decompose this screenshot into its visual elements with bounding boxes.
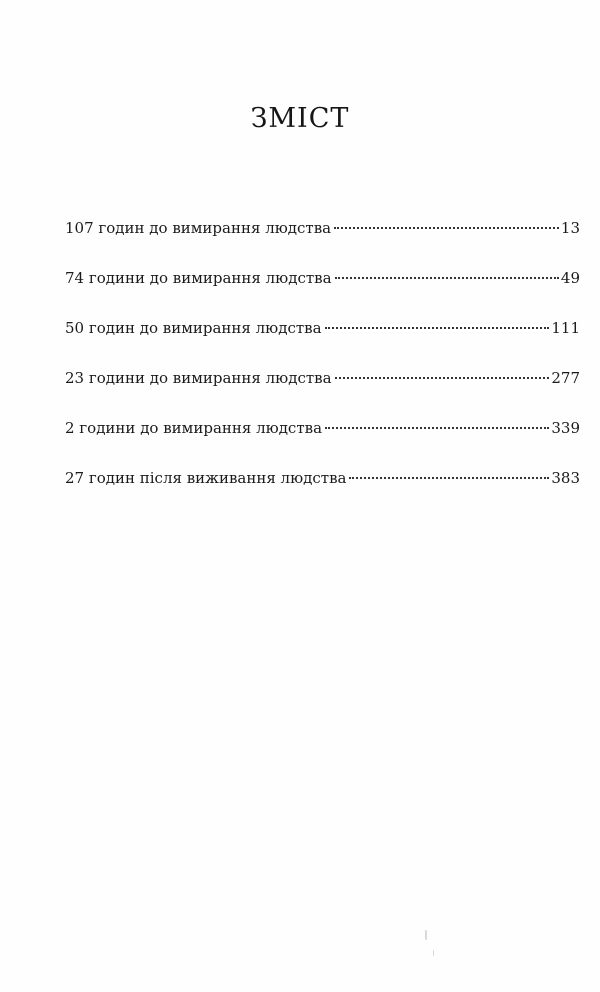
toc-entry-title: 107 годин до вимирання людства [65,219,332,237]
toc-entry[interactable] [65,218,580,268]
dot-leader [335,277,559,279]
dot-leader [334,227,559,229]
paper-speck [425,930,427,940]
dot-leader [325,327,550,329]
toc-entry[interactable] [65,468,580,518]
dot-leader [349,477,549,479]
toc-page-number: 277 [551,369,580,387]
dot-leader [335,377,550,379]
contents-heading: ЗМІСТ [250,103,350,134]
toc-entry[interactable] [65,418,580,468]
toc-entry[interactable] [65,268,580,318]
toc-page-number: 13 [560,219,580,237]
paper-speck [433,950,434,956]
toc-entry-title: 50 годин до вимирання людства [65,319,322,337]
toc-page-number: 49 [560,269,580,287]
toc-page-number: 339 [551,419,580,437]
toc-entry[interactable] [65,368,580,418]
table-of-contents [65,218,580,518]
toc-entry-title: 74 години до вимирання людства [65,269,332,287]
toc-entry[interactable] [65,318,580,368]
dot-leader [325,427,549,429]
toc-entry-title: 27 годин після виживання людства [65,469,347,487]
toc-entry-title: 2 години до вимирання людства [65,419,323,437]
toc-entry-title: 23 години до вимирання людства [65,369,332,387]
toc-page-number: 383 [551,469,580,487]
toc-page-number: 111 [551,319,580,337]
